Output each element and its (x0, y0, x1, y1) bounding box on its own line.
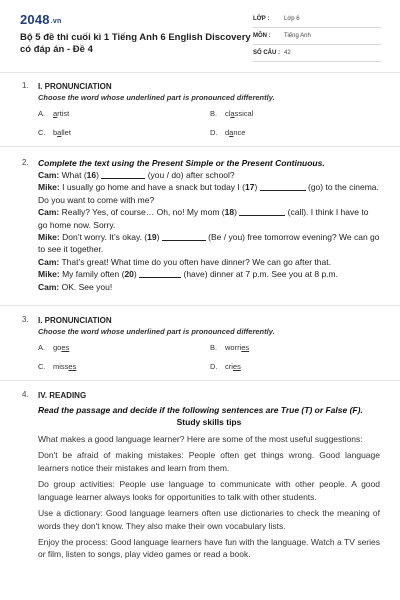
reading-paragraph: Enjoy the process: Good language learners have fun with the language. Watch a TV series or film, listen to songs, play video games or read a book. (38, 536, 380, 560)
option-c[interactable]: C. ballet (38, 128, 71, 137)
answer-blank[interactable] (162, 232, 206, 241)
instruction: Choose the word whose underlined part is pronounced differently. (38, 327, 275, 337)
speaker-label: Cam: (38, 281, 60, 292)
meta-subject: MÔN : Tiếng Anh (253, 30, 381, 45)
page-header (0, 0, 400, 73)
speaker-label: Mike: (38, 232, 60, 243)
instruction: Complete the text using the Present Simple or the Present Continuous. (38, 158, 325, 168)
question-1 (0, 72, 400, 147)
dialog-line: Cam: OK. See you! (38, 281, 113, 292)
question-number: 3. (22, 315, 29, 325)
meta-question-count: SỐ CÂU : 42 (253, 47, 381, 62)
dialog-line: Cam: What (16) (you / do) after school? (38, 170, 235, 180)
reading-paragraph: Use a dictionary: Good language learners often use dictionaries to check the meaning of words they don't know. They also make their own vocabulary lists. (38, 508, 380, 531)
options (38, 109, 380, 137)
reading-paragraph: What makes a good language learner? Here are some of the most useful suggestions: (38, 434, 363, 445)
question-2 (0, 147, 400, 306)
answer-blank[interactable] (239, 207, 285, 216)
blank-number: 19 (147, 232, 157, 243)
dialog-line: Mike: My family often (20) (have) dinner at 7 p.m. See you at 8 p.m. (38, 269, 338, 280)
dialog-line: Cam: That’s great! What time do you often have dinner? We can go after that. (38, 256, 331, 267)
section-title: IV. READING (38, 391, 87, 401)
meta-class: LỚP : Lớp 6 (253, 13, 381, 28)
blank-number: 16 (86, 170, 97, 180)
question-number: 2. (22, 158, 29, 167)
site-logo[interactable]: 2048.vn (20, 12, 62, 27)
option-b[interactable]: B. worries (210, 343, 250, 353)
exam-content (0, 72, 400, 575)
question-3 (0, 306, 400, 381)
option-a[interactable]: A. goes (38, 343, 70, 353)
dialog (20, 169, 380, 293)
reading-paragraph: Don't be afraid of making mistakes: People often get things wrong. Good language learners notice their mistakes and learn from them. (38, 450, 380, 473)
speaker-label: Cam: (38, 170, 60, 180)
section-title: I. PRONUNCIATION (38, 316, 112, 326)
question-number: 4. (22, 390, 29, 400)
instruction: Choose the word whose underlined part is pronounced differently. (38, 93, 275, 102)
option-d[interactable]: D. dance (210, 128, 246, 137)
instruction: Read the passage and decide if the following sentences are True (T) or False (F). (38, 405, 363, 416)
answer-blank[interactable] (101, 170, 145, 179)
question-number: 1. (22, 81, 29, 90)
option-b[interactable]: B. classical (210, 109, 254, 118)
answer-blank[interactable] (260, 182, 306, 191)
reading-paragraph: Do group activities: People use language to communicate with other people. A good language learner always looks for opportunities to talk with other students. (38, 479, 380, 502)
dialog-line: Mike: Don’t worry. It’s okay. (19) (Be / you) free tomorrow evening? We can go to see it together. (38, 232, 380, 255)
blank-number: 18 (224, 207, 235, 218)
option-a[interactable]: A. artist (38, 109, 70, 118)
speaker-label: Mike: (38, 182, 60, 193)
blank-number: 17 (244, 182, 255, 193)
speaker-label: Cam: (38, 256, 60, 267)
dialog-line: Mike: I usually go home and have a snack but today I (17) (go) to the cinema. Do you want to come with me? (38, 182, 379, 205)
option-d[interactable]: D. cries (210, 362, 241, 372)
passage-title: Study skills tips (176, 417, 242, 428)
blank-number: 20 (124, 269, 134, 280)
answer-blank[interactable] (139, 269, 181, 278)
dialog-line: Cam: Really? Yes, of course… Oh, no! My mom (18) (call). I think I have to go home now. Sorry. (38, 207, 369, 230)
speaker-label: Cam: (38, 207, 60, 218)
option-c[interactable]: C. misses (38, 362, 77, 372)
options (38, 343, 380, 371)
document-title: Bộ 5 đề thi cuối kì 1 Tiếng Anh 6 English Discovery có đáp án - Đề 4 (20, 32, 251, 55)
section-title: I. PRONUNCIATION (38, 82, 112, 91)
question-4 (0, 381, 400, 575)
speaker-label: Mike: (38, 269, 60, 280)
